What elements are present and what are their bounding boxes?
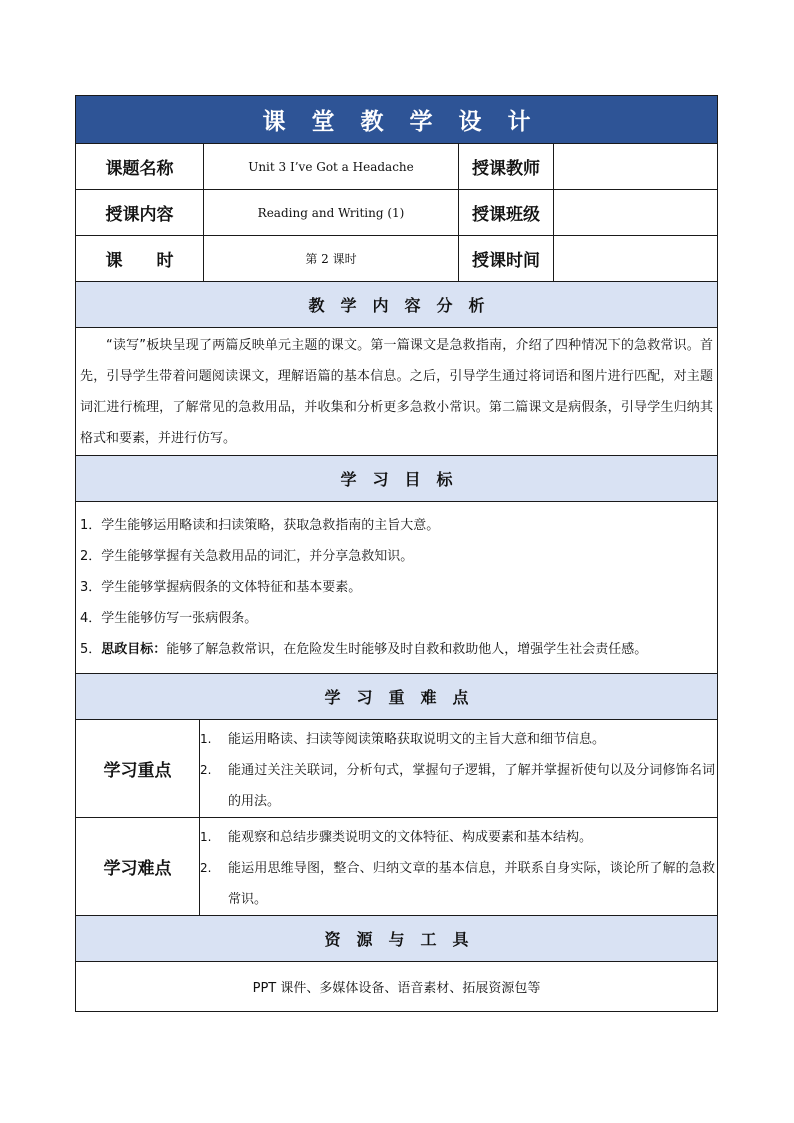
resources-heading: 资源与工具 — [76, 916, 717, 962]
key-point-item — [200, 755, 715, 817]
class-value — [554, 190, 717, 235]
item-text: 能运用略读、扫读等阅读策略获取说明文的主旨大意和细节信息。 — [228, 732, 606, 747]
class-label: 授课班级 — [459, 190, 554, 235]
objective-bold-label: 思政目标： — [101, 642, 167, 657]
info-row-content — [76, 190, 717, 236]
key-point-item — [200, 724, 715, 755]
item-text: 能观察和总结步骤类说明文的文体特征、构成要素和基本结构。 — [228, 830, 593, 845]
difficult-points-row — [76, 818, 717, 916]
topic-value: Unit 3 I’ve Got a Headache — [204, 144, 459, 189]
key-points-row — [76, 720, 717, 818]
item-number: 2. — [200, 861, 212, 875]
period-value: 第 2 课时 — [204, 236, 459, 281]
item-number: 1. — [200, 732, 212, 746]
difficult-points-label: 学习难点 — [76, 818, 200, 915]
objective-item: 2．学生能够掌握有关急救用品的词汇，并分享急救知识。 — [80, 549, 414, 564]
analysis-section — [76, 328, 717, 456]
analysis-heading: 教学内容分析 — [76, 282, 717, 328]
page-title: 课堂教学设计 — [76, 96, 717, 144]
info-row-period — [76, 236, 717, 282]
key-points-list — [200, 720, 717, 817]
lesson-design-table — [75, 95, 718, 1012]
objective-number: 5． — [80, 642, 102, 657]
content-label: 授课内容 — [76, 190, 204, 235]
topic-label: 课题名称 — [76, 144, 204, 189]
item-number: 2. — [200, 763, 212, 777]
keypoints-heading: 学习重难点 — [76, 674, 717, 720]
key-points-label: 学习重点 — [76, 720, 200, 817]
time-value — [554, 236, 717, 281]
period-label: 课 时 — [76, 236, 204, 281]
time-label: 授课时间 — [459, 236, 554, 281]
difficult-point-item — [200, 822, 715, 853]
item-number: 1. — [200, 830, 212, 844]
teacher-label: 授课教师 — [459, 144, 554, 189]
objective-item: 4．学生能够仿写一张病假条。 — [80, 611, 258, 626]
objective-item-ideology — [80, 634, 711, 665]
analysis-text: “读写”板块呈现了两篇反映单元主题的课文。第一篇课文是急救指南，介绍了四种情况下的急救常识。首先，引导学生带着问题阅读课文，理解语篇的基本信息。之后，引导学生通过将词语和图片进行匹配，对主题词汇进行梳理，了解常见的急救用品，并收集和分析更多急救小常识。第二篇课文是病假条，引导学生归纳其格式和要素，并进行仿写。 — [80, 338, 713, 446]
objectives-section — [76, 502, 717, 674]
objectives-heading: 学习目标 — [76, 456, 717, 502]
difficult-point-item — [200, 853, 715, 915]
teacher-value — [554, 144, 717, 189]
content-value: Reading and Writing (1) — [204, 190, 459, 235]
objective-text: 能够了解急救常识，在危险发生时能够及时自救和救助他人，增强学生社会责任感。 — [166, 642, 648, 657]
difficult-points-list — [200, 818, 717, 915]
item-text: 能通过关注关联词，分析句式，掌握句子逻辑，了解并掌握祈使句以及分词修饰名词的用法。 — [228, 763, 715, 809]
objective-item: 3．学生能够掌握病假条的文体特征和基本要素。 — [80, 580, 362, 595]
info-row-topic — [76, 144, 717, 190]
resources-text: PPT 课件、多媒体设备、语音素材、拓展资源包等 — [252, 980, 541, 996]
objective-item: 1．学生能够运用略读和扫读策略，获取急救指南的主旨大意。 — [80, 518, 440, 533]
item-text: 能运用思维导图，整合、归纳文章的基本信息，并联系自身实际，谈论所了解的急救常识。 — [228, 861, 715, 907]
objectives-list — [76, 502, 717, 665]
